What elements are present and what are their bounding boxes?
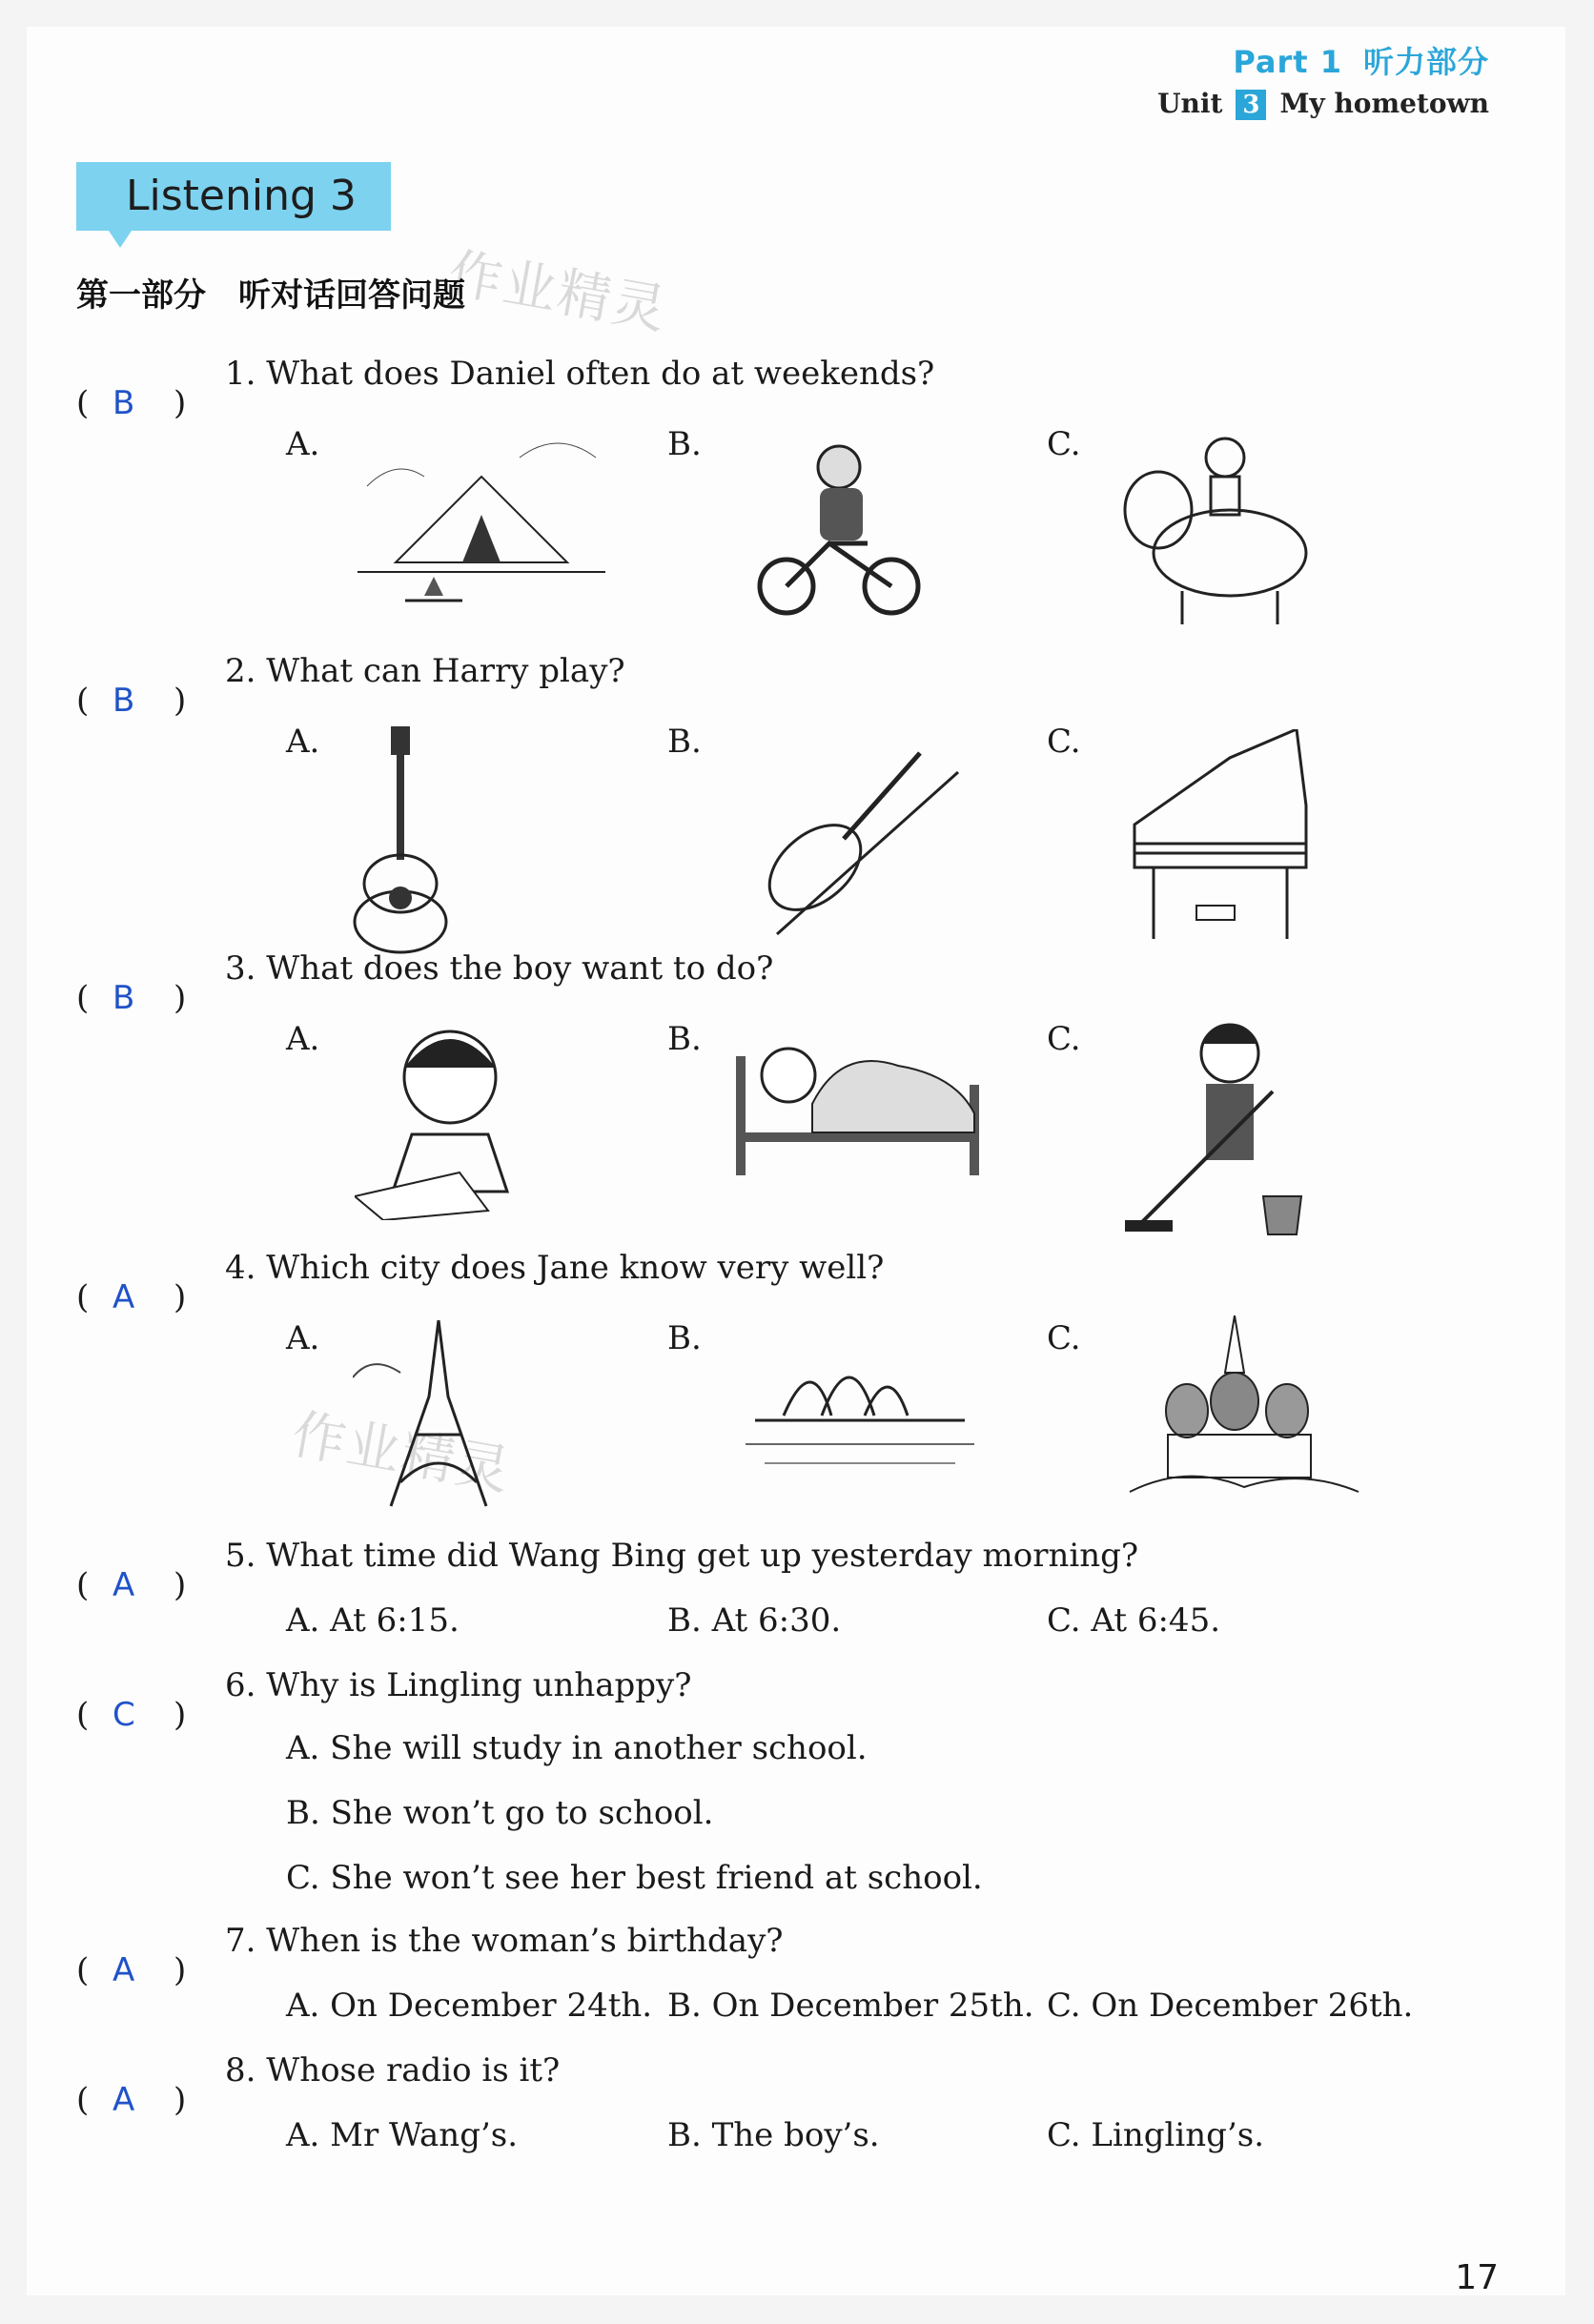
option-a: A. On December 24th. — [286, 1987, 653, 2025]
question-8: ( A ) 8. Whose radio is it? — [76, 2051, 561, 2119]
option-label: A. — [286, 1319, 320, 1357]
option-b: B. She won’t go to school. — [286, 1794, 714, 1832]
boy-writing-icon — [355, 1020, 536, 1220]
tent-campfire-icon — [358, 429, 605, 610]
st-basils-cathedral-icon — [1120, 1315, 1368, 1506]
option-label: A. — [286, 723, 320, 761]
answer-7: A — [112, 1951, 135, 1989]
question-4: ( A ) 4. Which city does Jane know very well? — [76, 1249, 885, 1316]
option-a: A. At 6:15. — [286, 1601, 460, 1640]
question-2: ( B ) 2. What can Harry play? — [76, 652, 625, 720]
question-text: 8. Whose radio is it? — [225, 2051, 561, 2090]
part-label-cn: 听力部分 — [1362, 44, 1489, 80]
option-b: B. The boy’s. — [667, 2116, 880, 2154]
section-title: 第一部分 听对话回答问题 — [76, 276, 465, 315]
question-text: 2. What can Harry play? — [225, 652, 625, 690]
child-riding-bike-icon — [753, 429, 925, 620]
option-label: B. — [667, 425, 702, 463]
piano-icon — [1125, 729, 1316, 948]
unit-word: Unit — [1157, 88, 1223, 119]
header-part — [1233, 38, 1489, 82]
answer-1: B — [112, 384, 135, 422]
question-5: ( A ) 5. What time did Wang Bing get up yesterday morning? — [76, 1537, 1139, 1604]
boy-riding-pony-icon — [1115, 419, 1316, 639]
question-text: 1. What does Daniel often do at weekends? — [225, 355, 935, 393]
question-1: ( B ) 1. What does Daniel often do at weekends? — [76, 355, 935, 422]
listening-banner: Listening 3 — [76, 162, 391, 231]
boy-mopping-icon — [1120, 1015, 1311, 1239]
option-label: C. — [1047, 1319, 1081, 1357]
watermark: 作业精灵 — [287, 1403, 517, 1503]
option-label: A. — [286, 1020, 320, 1058]
option-label: A. — [286, 425, 320, 463]
option-c: C. She won’t see her best friend at school. — [286, 1859, 983, 1897]
part-label: Part 1 — [1233, 44, 1342, 80]
option-label: B. — [667, 1020, 702, 1058]
unit-title: My hometown — [1279, 88, 1489, 119]
option-c: C. Lingling’s. — [1047, 2116, 1265, 2154]
option-c: C. On December 26th. — [1047, 1987, 1414, 2025]
boy-sleeping-icon — [736, 1018, 984, 1180]
question-text: 4. Which city does Jane know very well? — [225, 1249, 885, 1287]
option-label: B. — [667, 723, 702, 761]
question-7: ( A ) 7. When is the woman’s birthday? — [76, 1922, 784, 1989]
violin-icon — [748, 734, 968, 944]
question-3: ( B ) 3. What does the boy want to do? — [76, 949, 774, 1017]
question-text: 3. What does the boy want to do? — [225, 949, 774, 988]
option-label: C. — [1047, 723, 1081, 761]
answer-4: A — [112, 1278, 135, 1316]
question-text: 6. Why is Lingling unhappy? — [225, 1666, 692, 1704]
option-c: C. At 6:45. — [1047, 1601, 1221, 1640]
option-label: C. — [1047, 425, 1081, 463]
header-unit — [1157, 88, 1489, 120]
option-a: A. She will study in another school. — [286, 1729, 868, 1767]
page-number: 17 — [1455, 2258, 1499, 2297]
question-text: 7. When is the woman’s birthday? — [225, 1922, 784, 1960]
option-b: B. On December 25th. — [667, 1987, 1034, 2025]
option-label: C. — [1047, 1020, 1081, 1058]
question-6: ( C ) 6. Why is Lingling unhappy? — [76, 1666, 692, 1734]
guitar-icon — [353, 726, 458, 955]
option-label: B. — [667, 1319, 702, 1357]
answer-8: A — [112, 2081, 135, 2119]
sydney-opera-house-icon — [736, 1330, 984, 1482]
option-a: A. Mr Wang’s. — [286, 2116, 519, 2154]
watermark: 作业精灵 — [443, 242, 673, 342]
question-text: 5. What time did Wang Bing get up yesterday morning? — [225, 1537, 1139, 1575]
option-b: B. At 6:30. — [667, 1601, 842, 1640]
answer-5: A — [112, 1566, 135, 1604]
answer-6: C — [112, 1696, 135, 1734]
unit-number-badge: 3 — [1236, 90, 1266, 120]
answer-2: B — [112, 682, 135, 720]
eiffel-tower-icon — [353, 1320, 524, 1511]
answer-3: B — [112, 979, 135, 1017]
